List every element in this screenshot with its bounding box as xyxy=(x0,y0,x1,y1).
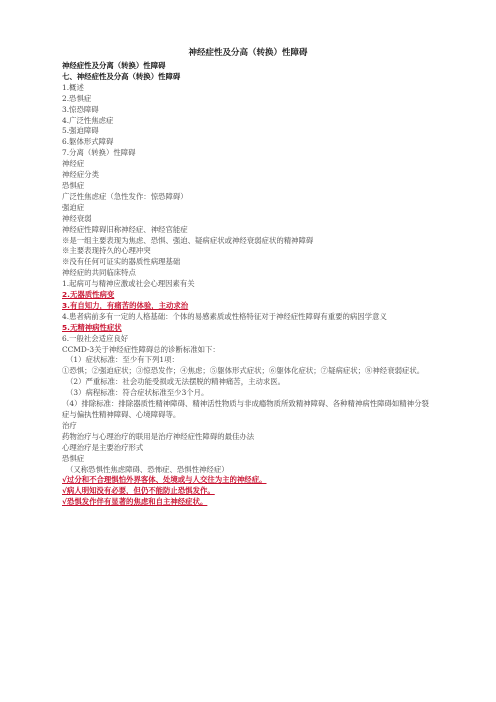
document-line: 神经衰弱 xyxy=(62,213,92,223)
document-line: 心理治疗是主要治疗形式 xyxy=(62,442,144,452)
document-line: 神经症分类 xyxy=(62,170,99,180)
document-line: （3）病程标准：符合症状标准至少3个月。 xyxy=(66,388,209,398)
document-line: 七、神经症性及分高（转换）性障碍 xyxy=(62,71,181,81)
document-line: 7.分离（转换）性障碍 xyxy=(62,148,136,158)
document-line: 5.无精神病性症状 xyxy=(62,322,122,332)
document-line: 2.恐惧症 xyxy=(62,93,92,103)
document-line: （又称恐惧性焦虑障碍、恐怖症、恐惧性神经症） xyxy=(66,464,229,474)
document-line: ※主要表现持久的心理冲突 xyxy=(62,246,151,256)
document-line: 6.一般社会适应良好 xyxy=(62,333,129,343)
document-line: 治疗 xyxy=(62,420,77,430)
document-line: 1.起病可与精神应激或社会心理因素有关 xyxy=(62,279,195,289)
document-line: 神经症性及分离（转换）性障碍 xyxy=(62,61,166,70)
document-line: （4）排除标准：排除器质性精神障碍、精神活性物质与非成瘾物质所致精神障碍、各种精神病性障碍如精神分裂症与偏执性精神障碍、心境障碍等。 xyxy=(62,399,429,419)
document-line: ※是一组主要表现为焦虑、恐惧、强迫、疑病症状或神经衰弱症状的精神障碍 xyxy=(62,235,314,245)
document-title: 神经症性及分高（转换）性障碍 xyxy=(188,48,308,58)
document-line: 2.无器质性病变 xyxy=(62,290,115,300)
document-line: 神经症的共同临床特点 xyxy=(62,268,136,278)
document-line: 药物治疗与心理治疗的联用是治疗神经症性障碍的最佳办法 xyxy=(62,431,255,441)
document-line: 3.有自知力，有痛苦的体验，主动求治 xyxy=(62,300,189,310)
document-line: （2）严重标准：社会功能受损或无法摆脱的精神痛苦，主动求医。 xyxy=(66,377,286,387)
document-line: √病人明知没有必要，但仍不能防止恐惧发作。 xyxy=(62,486,215,496)
document-line: （1）症状标准：至少有下列1项： xyxy=(66,355,179,365)
document-line: 恐惧症 xyxy=(62,453,85,463)
document-line: CCMD-3关于神经症性障碍总的诊断标准如下： xyxy=(62,344,220,354)
document-line: 6.躯体形式障碍 xyxy=(62,137,114,147)
document-line: 1.概述 xyxy=(62,82,84,92)
document-line: 神经症 xyxy=(62,159,85,169)
document-line: ※没有任何可证实的器质性病理基础 xyxy=(62,257,181,267)
document-line: 恐惧症 xyxy=(62,180,85,190)
document-line: 广泛性焦虑症（急性发作：惊恐障碍） xyxy=(62,191,188,201)
document-line: 强迫症 xyxy=(62,202,85,212)
document-line: 4.广泛性焦虑症 xyxy=(62,115,114,125)
document-line: √恐惧发作伴有显著的焦虑和自主神经症状。 xyxy=(62,497,208,507)
document-line: 神经症性障碍旧称神经症、神经官能症 xyxy=(62,224,188,234)
document-line: 3.惊恐障碍 xyxy=(62,104,99,114)
document-line: ①恐惧；②强迫症状；③惊恐发作；④焦虑；⑤躯体形式症状；⑥躯体化症状；⑦疑病症状；⑧神经衰弱症状。 xyxy=(62,366,425,376)
document-line: √过分和不合理惧怕外界客体、处境或与人交往为主的神经症。 xyxy=(62,475,267,485)
document-line: 5.强迫障碍 xyxy=(62,126,99,136)
document-line: 4.患者病前多有一定的人格基础：个体的易感素质或性格特征对于神经症性障碍有重要的病因学意义 xyxy=(62,311,387,321)
document-body xyxy=(62,61,434,508)
